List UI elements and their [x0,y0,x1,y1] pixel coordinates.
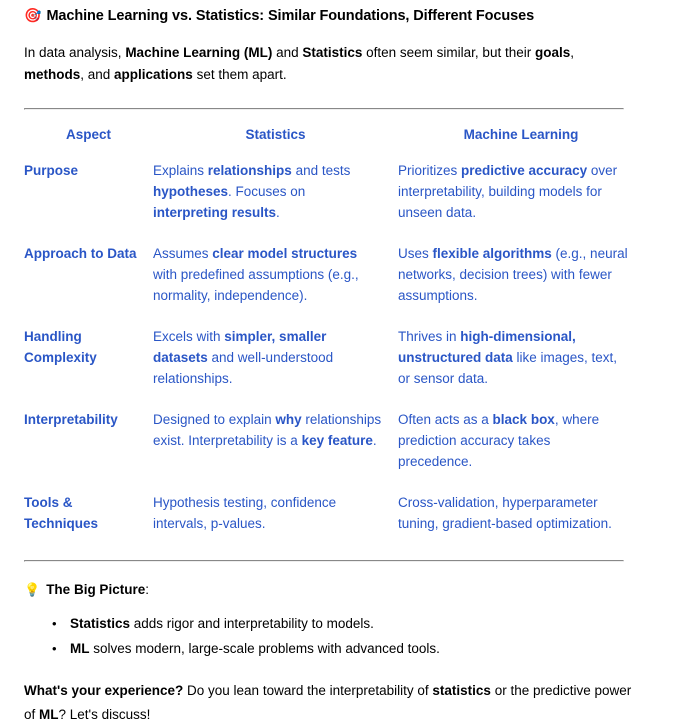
closing-paragraph: What's your experience? Do you lean toward the interpretability of statistics or the predictive power of ML? Let's discuss! [24,683,632,722]
table-row [24,320,644,403]
table-body [24,154,644,548]
intro-paragraph: In data analysis, Machine Learning (ML) and Statistics often seem similar, but their goals, methods, and applications set them apart. [24,45,574,82]
column-header-machine-learning: Machine Learning [463,127,579,142]
lightbulb-icon: 💡 [24,582,41,597]
cell-machine-learning: Thrives in high-dimensional, unstructured data like images, text, or sensor data. [398,329,618,386]
cell-aspect: Purpose [24,163,79,178]
table-row [24,403,644,486]
cell-aspect: Tools & Techniques [24,495,99,531]
cell-aspect: Interpretability [24,412,118,427]
cell-statistics: Hypothesis testing, confidence intervals, p-values. [153,495,337,531]
cell-statistics: Excels with simpler, smaller datasets and well-understood relationships. [153,329,334,386]
table-row [24,154,644,237]
big-picture-heading-row [24,582,672,597]
table-row [24,237,644,320]
page-title-row [24,0,672,24]
cell-statistics: Designed to explain why relationships exist. Interpretability is a key feature. [153,412,382,448]
table-row [24,486,644,548]
cell-machine-learning: Cross-validation, hyperparameter tuning, gradient-based optimization. [398,495,612,531]
column-header-aspect: Aspect [65,127,111,142]
cell-aspect: Approach to Data [24,246,137,261]
cell-machine-learning: Often acts as a black box, where prediction accuracy takes precedence. [398,412,600,469]
cell-aspect: Handling Complexity [24,329,97,365]
cell-machine-learning: Uses flexible algorithms (e.g., neural networks, decision trees) with fewer assumptions. [398,246,628,303]
big-picture-bullet-list [24,611,672,661]
big-picture-heading: The Big Picture: [46,582,149,597]
column-header-statistics: Statistics [245,127,306,142]
table-header-row [24,110,644,154]
list-item: • Statistics adds rigor and interpretability to models. [70,611,672,636]
dart-target-icon: 🎯 [24,7,42,23]
cell-statistics: Explains relationships and tests hypotheses. Focuses on interpreting results. [153,163,351,220]
cell-statistics: Assumes clear model structures with predefined assumptions (e.g., normality, independence). [153,246,359,303]
comparison-table [24,110,644,548]
divider-bottom [24,560,624,562]
page-title: Machine Learning vs. Statistics: Similar Foundations, Different Focuses [46,8,535,24]
cell-machine-learning: Prioritizes predictive accuracy over interpretability, building models for unseen data. [398,163,618,220]
list-item: • ML solves modern, large-scale problems with advanced tools. [70,636,672,661]
